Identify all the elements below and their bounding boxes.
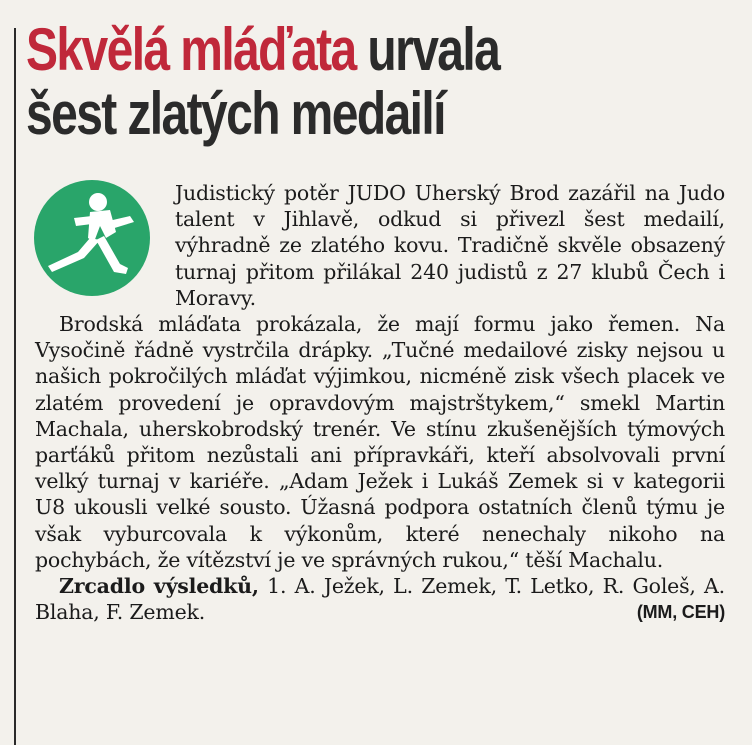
column-rule xyxy=(14,28,16,745)
headline xyxy=(26,18,602,146)
headline-dark-part-2: šest zlatých medailí xyxy=(26,80,445,147)
article-body xyxy=(35,180,725,625)
headline-red-part: Skvělá mláďata xyxy=(26,16,356,83)
results-text: 1. A. Ježek, L. Zemek, T. Letko, R. Goleš, A. Blaha, F. Zemek. xyxy=(35,574,725,625)
article-paragraph: Brodská mláďata prokázala, že mají formu jako řemen. Na Vysočině řádně vystrčila drápky. „Tučné medailové zisky nejsou u našich pokročilých mláďat výjimkou, nicméně zisk všech placek ve zlatém provedení je opravdovým majstrštykem,“ smekl Martin Machala, uherskobrodský trenér. Ve stínu zkušenějších týmových parťáků přitom nezůstali ani přípravkáři, kteří absolvovali první velký turnaj v kariéře. „Adam Ježek i Lukáš Zemek si v kategorii U8 ukousli velké sousto. Úžasná podpora ostatních členů týmu je však vyburcovala k výkonům, které nenechaly nikoho na pochybách, že vítězství je ve správných rukou,“ těší Machalu. xyxy=(35,312,725,572)
results-paragraph xyxy=(35,573,725,625)
byline: (MM, CEH) xyxy=(636,602,725,623)
results-label: Zrcadlo výsledků, xyxy=(59,574,259,599)
article-lead: Judistický potěr JUDO Uherský Brod zazářil na Judo talent v Jihlavě, odkud si přivezl šest medailí, výhradně ze zlatého kovu. Tradičně skvěle obsazený turnaj přitom přilákal 240 judistů z 27 klubů Čech i Moravy. xyxy=(175,181,725,310)
headline-dark-part-1: urvala xyxy=(367,16,500,83)
